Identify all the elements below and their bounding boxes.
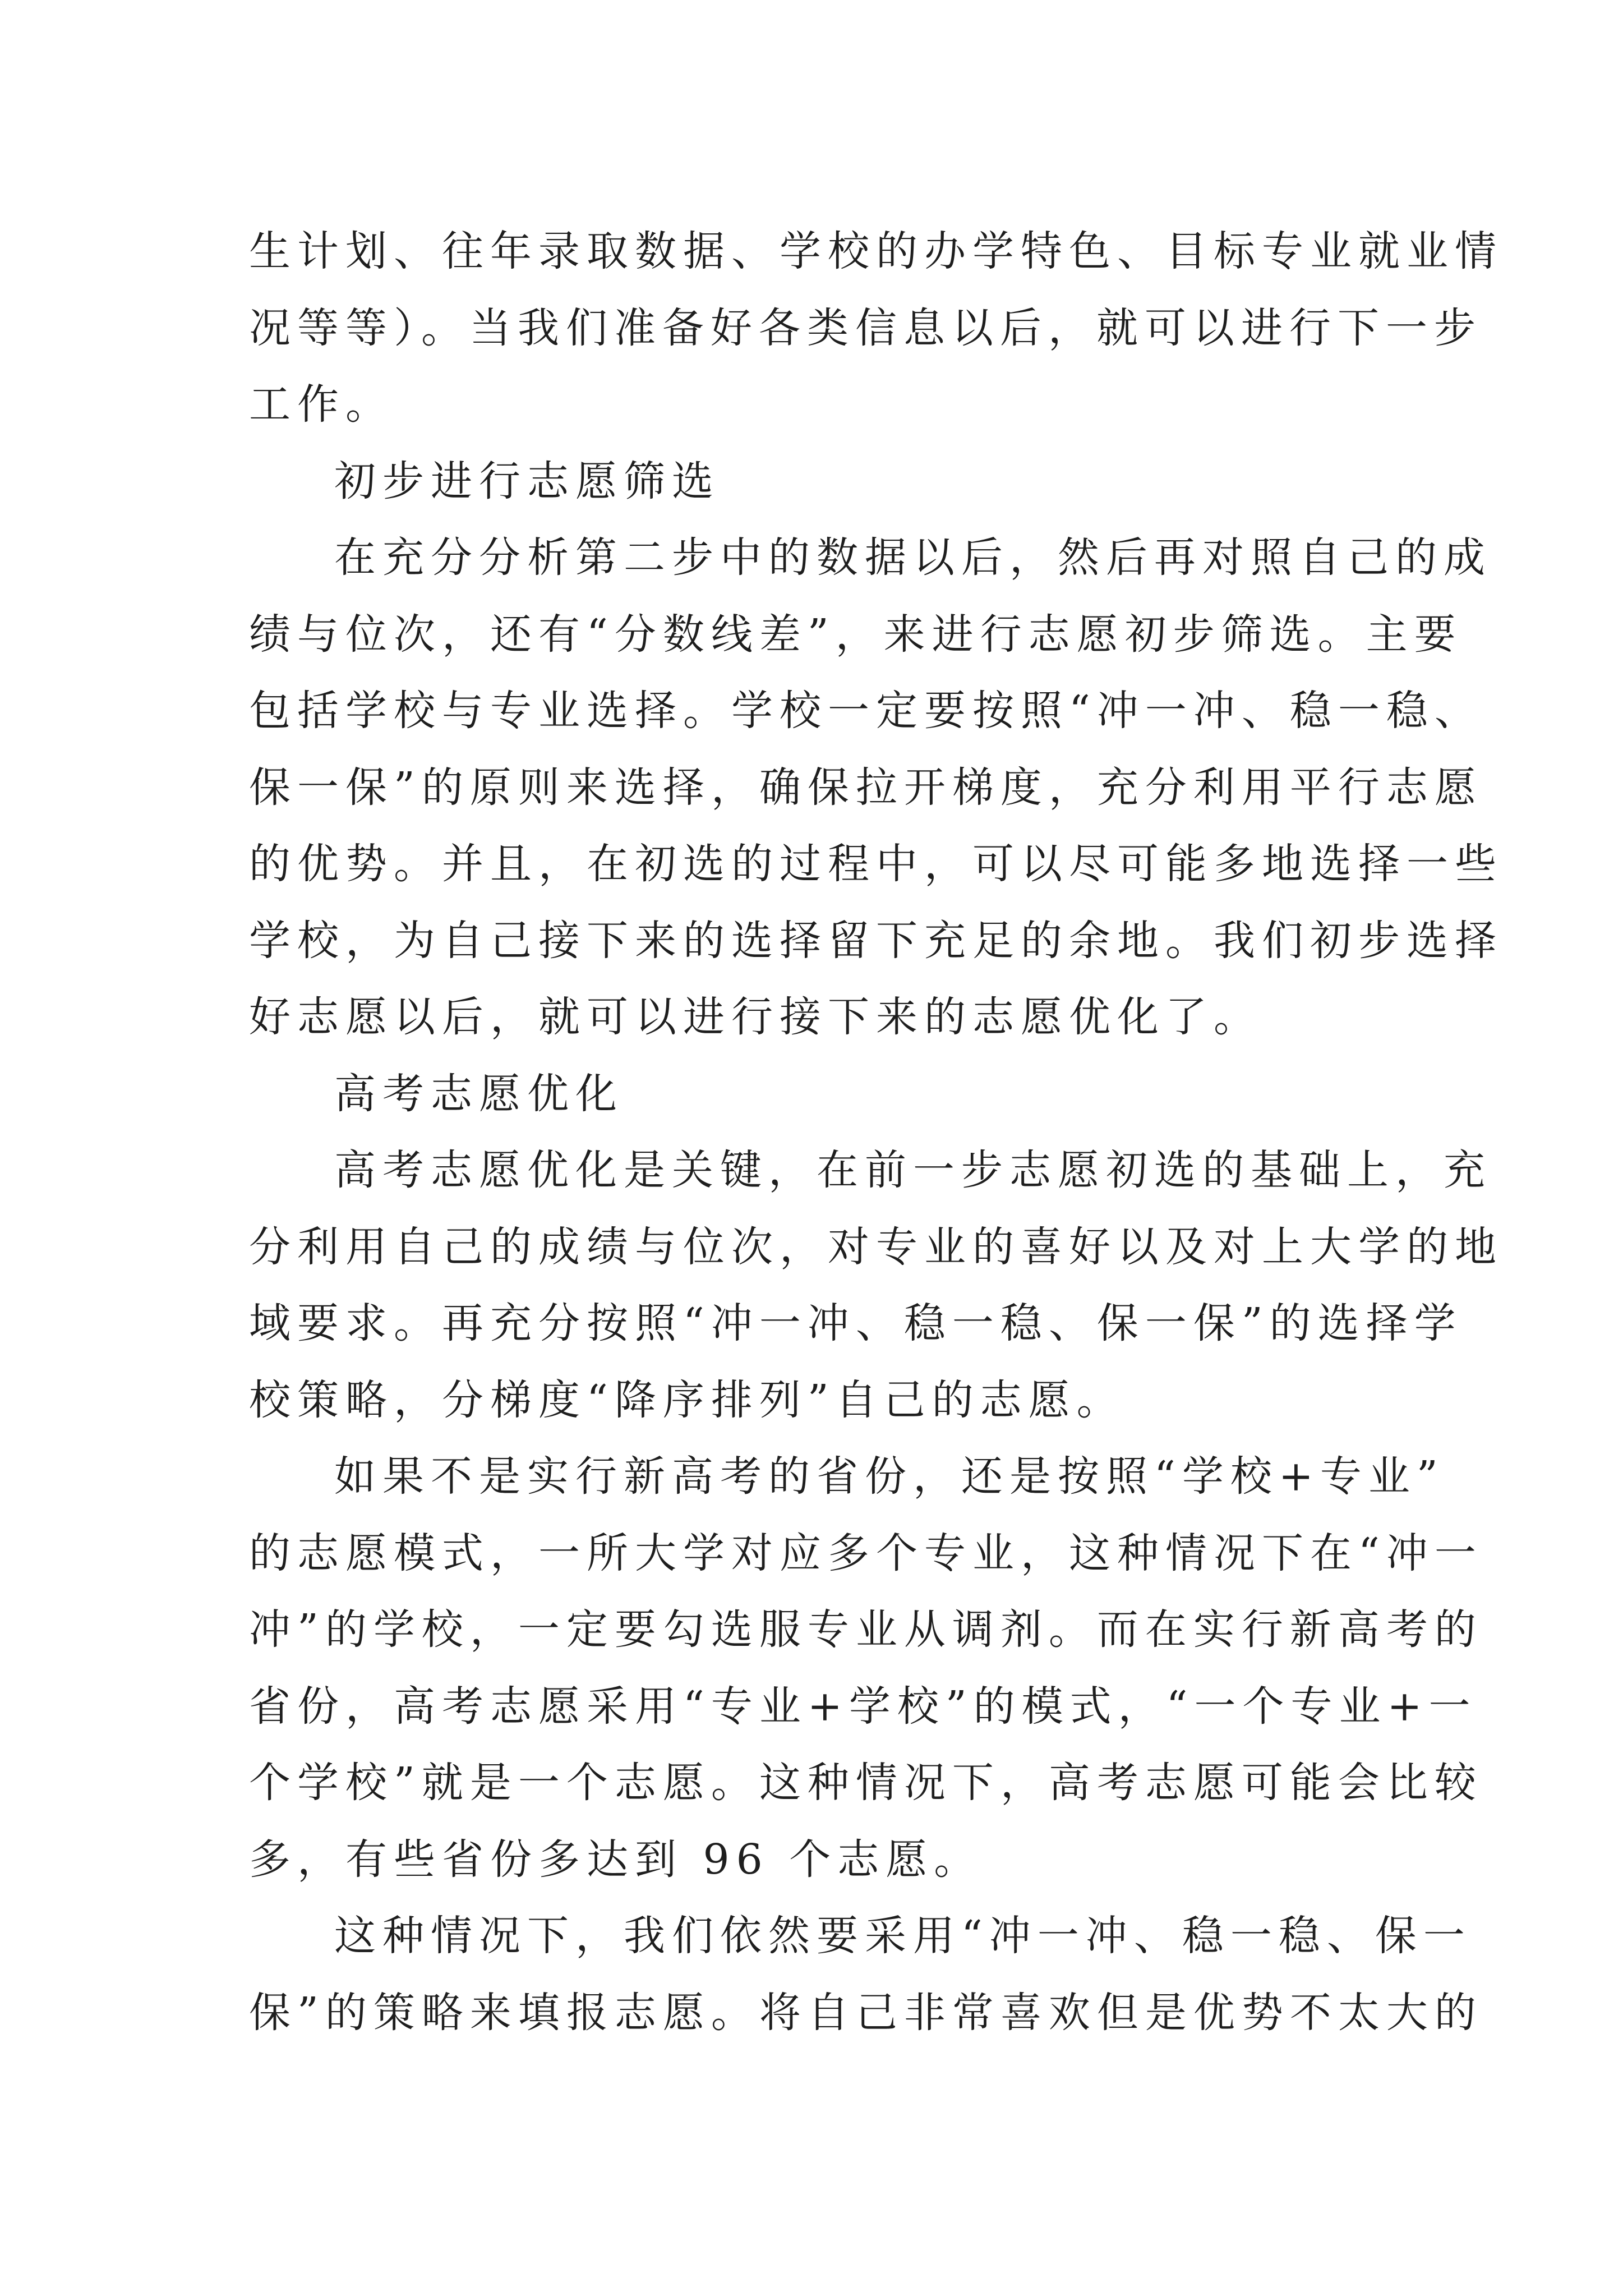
text-line-2: 况等等）。当我们准备好各类信息以后，就可以进行下一步 [249,303,1482,352]
text-line-11: 好志愿以后，就可以进行接下来的志愿优化了。 [249,993,1262,1041]
text-line-19: 冲”的学校，一定要勾选服专业从调剂。而在实行新高考的 [249,1605,1483,1654]
text-line-16: 校策略，分梯度“降序排列”自己的志愿。 [249,1375,1125,1424]
text-line-20: 省份，高考志愿采用“专业+学校”的模式，“一个专业+一 [249,1682,1477,1731]
text-line-21: 个学校”就是一个志愿。这种情况下，高考志愿可能会比较 [249,1759,1483,1807]
text-line-10: 学校，为自己接下来的选择留下充足的余地。我们初步选择 [249,916,1503,965]
text-line-13: 高考志愿优化是关键，在前一步志愿初选的基础上，充 [334,1146,1492,1194]
text-line-24: 保”的策略来填报志愿。将自己非常喜欢但是优势不太大的 [249,1988,1483,2037]
text-line-1: 生计划、往年录取数据、学校的办学特色、目标专业就业情 [249,227,1503,275]
text-line-6: 绩与位次，还有“分数线差”，来进行志愿初步筛选。主要 [249,610,1463,659]
text-line-17: 如果不是实行新高考的省份，还是按照“学校+专业” [334,1452,1445,1501]
text-line-8: 保一保”的原则来选择，确保拉开梯度，充分利用平行志愿 [249,763,1483,812]
text-line-3: 工作。 [249,380,394,429]
text-line-23: 这种情况下，我们依然要采用“冲一冲、稳一稳、保一 [334,1912,1472,1960]
text-line-18: 的志愿模式，一所大学对应多个专业，这种情况下在“冲一 [249,1529,1483,1577]
text-line-7: 包括学校与专业选择。学校一定要按照“冲一冲、稳一稳、 [249,687,1483,735]
text-line-5: 在充分分析第二步中的数据以后，然后再对照自己的成 [334,533,1492,582]
section-heading-initial-screening: 初步进行志愿筛选 [334,457,720,505]
text-line-22: 多，有些省份多达到 96 个志愿。 [249,1835,983,1884]
section-heading-optimization: 高考志愿优化 [334,1069,624,1118]
text-line-15: 域要求。再充分按照“冲一冲、稳一稳、保一保”的选择学 [249,1299,1463,1347]
text-line-14: 分利用自己的成绩与位次，对专业的喜好以及对上大学的地 [249,1222,1503,1271]
text-line-9: 的优势。并且，在初选的过程中，可以尽可能多地选择一些 [249,840,1503,888]
